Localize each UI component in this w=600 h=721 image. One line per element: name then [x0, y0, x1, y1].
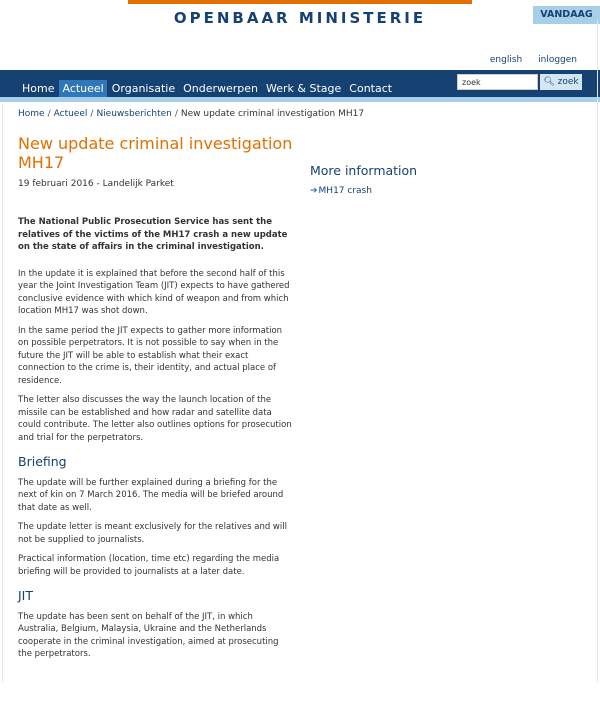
- section-heading-briefing: Briefing: [18, 454, 67, 469]
- brand-accent-line: [128, 0, 472, 4]
- breadcrumb-separator: /: [90, 109, 94, 119]
- page-border-left: [2, 104, 3, 682]
- breadcrumb-separator: /: [47, 109, 51, 119]
- article-lead: The National Public Prosecution Service has sent the relatives of the victims of the MH17 crash a new update on the state of affairs in the criminal investigation.: [18, 217, 288, 252]
- article-paragraph: In the same period the JIT expects to gather more information on possible perpetrators. It is not possible to say when in the future the JIT will be able to establish what their exact connection to the crime is, their identity, and actual place of residence.: [18, 325, 283, 386]
- nav-contact[interactable]: Contact: [349, 82, 393, 95]
- search-input[interactable]: zoek: [457, 74, 538, 90]
- article-paragraph: Practical information (location, time etc) regarding the media briefing will be provided to journalists at a later date.: [18, 554, 280, 577]
- nav-home[interactable]: Home: [22, 82, 55, 95]
- mh17-crash-link-label: MH17 crash: [318, 186, 372, 196]
- utility-links: [477, 55, 577, 65]
- vandaag-button[interactable]: VANDAAG: [533, 6, 600, 24]
- more-information-heading: More information: [310, 163, 418, 178]
- section-heading-jit: JIT: [18, 588, 34, 603]
- search-button[interactable]: [540, 74, 582, 90]
- breadcrumb-actueel[interactable]: Actueel: [53, 109, 88, 119]
- search-icon: 🔍︎: [543, 77, 555, 87]
- breadcrumb-nieuwsberichten[interactable]: Nieuwsberichten: [96, 109, 172, 119]
- article-paragraph: The letter also discusses the way the launch location of the missile can be established and how radar and satellite data could contribute. The letter also outlines options for prosecution and trial for the perpetrators.: [18, 395, 292, 443]
- article-paragraph: The update has been sent on behalf of the JIT, in which Australia, Belgium, Malaysia, Ukraine and the Netherlands cooperate in the criminal investigation, aimed at prosecuting the perpetrators.: [18, 611, 279, 659]
- mh17-crash-link[interactable]: [310, 186, 372, 196]
- article-paragraph: The update will be further explained during a briefing for the next of kin on 7 March 2016. The media will be briefed around that date as well.: [18, 477, 284, 513]
- english-link[interactable]: english: [489, 55, 523, 65]
- article-dateline: 19 februari 2016 - Landelijk Parket: [18, 179, 174, 189]
- search-button-label: zoek: [557, 77, 579, 87]
- nav-onderwerpen[interactable]: Onderwerpen: [183, 82, 259, 95]
- breadcrumb: [18, 109, 364, 119]
- breadcrumb-separator: /: [174, 109, 178, 119]
- article-body: [18, 216, 293, 668]
- nav-werk-stage[interactable]: Werk & Stage: [266, 82, 342, 95]
- arrow-right-icon: ➔: [310, 186, 318, 196]
- page-border-right: [597, 20, 598, 682]
- page-title: New update criminal investigation MH17: [18, 134, 293, 172]
- login-link[interactable]: inloggen: [538, 55, 577, 65]
- navigation-underline: [0, 97, 600, 102]
- nav-organisatie[interactable]: Organisatie: [111, 82, 176, 95]
- article-paragraph: The update letter is meant exclusively for the relatives and will not be supplied to journalists.: [18, 522, 287, 545]
- breadcrumb-current: New update criminal investigation MH17: [180, 109, 365, 119]
- main-navigation: [19, 80, 397, 97]
- breadcrumb-home[interactable]: Home: [18, 109, 45, 119]
- nav-actueel[interactable]: Actueel: [59, 80, 106, 97]
- site-logo[interactable]: OPENBAAR MINISTERIE: [173, 9, 427, 27]
- article-paragraph: In the update it is explained that before the second half of this year the Joint Investigation Team (JIT) expects to have gathered conclusive evidence with which kind of weapon and from which location MH17 was shot down.: [18, 268, 290, 316]
